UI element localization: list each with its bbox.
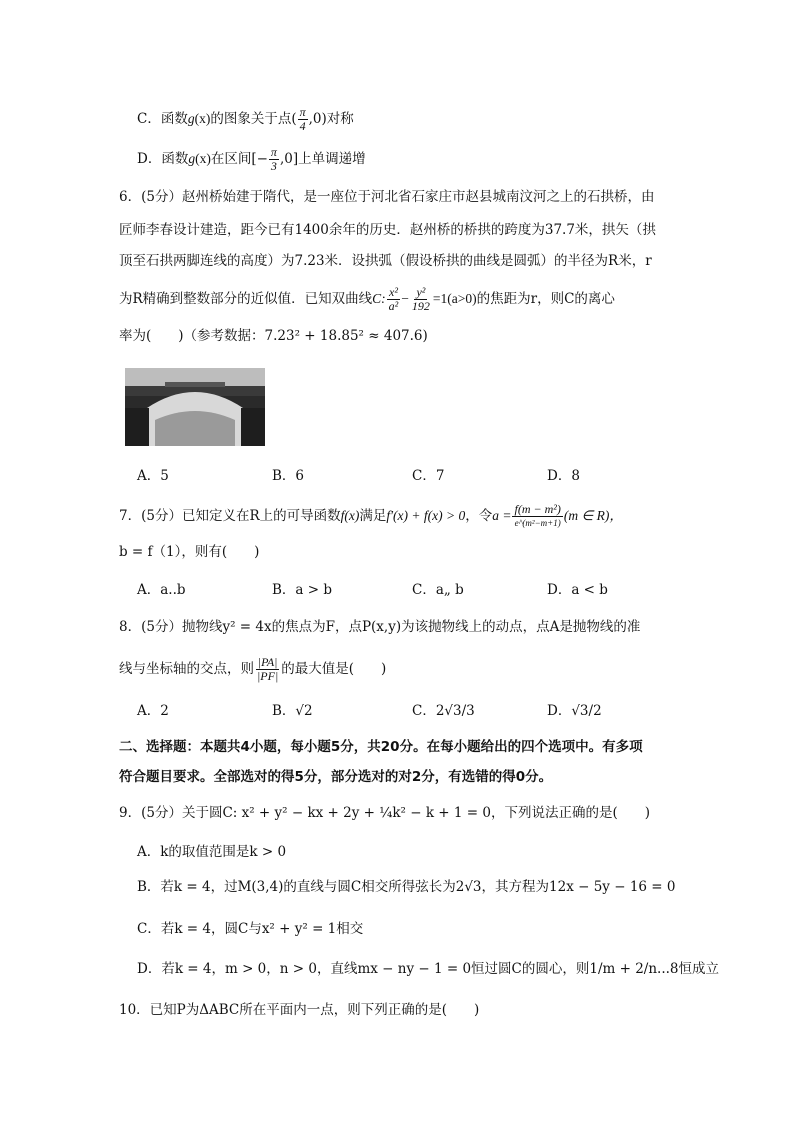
q8-option-c: C．2√3/3 xyxy=(412,703,475,719)
q9-option-a: A．k的取值范围是k > 0 xyxy=(137,844,287,860)
q9-option-b: B．若k = 4，过M(3,4)的直线与圆C相交所得弦长为2√3，其方程为12x − 5y − 16 = 0 xyxy=(137,879,676,895)
q6-option-d: D．8 xyxy=(547,468,580,484)
q6-option-b: B．6 xyxy=(272,468,305,484)
q6-line-4: 为R精确到整数部分的近似值．已知双曲线C: $\frac{\text{x²}}{\text{a²}}$ − $\frac{\text{y²}}{192}$ =1(a>0)的焦距为r，则C的离心 xyxy=(119,285,615,313)
q9-option-d: D．若k = 4，m > 0，n > 0，直线mx − ny − 1 = 0恒过圆C的圆心，则1/m + 2/n...8恒成立 xyxy=(137,961,720,977)
q9-option-c: C．若k = 4，圆C与x² + y² = 1相交 xyxy=(137,921,364,937)
q8-option-b: B．√2 xyxy=(272,703,313,719)
q6-option-c: C．7 xyxy=(412,468,445,484)
q6-line-2: 匠师李春设计建造，距今已有1400余年的历史．赵州桥的桥拱的跨度为37.7米，拱矢（拱 xyxy=(119,222,656,238)
q7-line-1: 7．(5分）已知定义在R上的可导函数f(x)满足f′(x) + f(x) > 0，令a = $\frac{\text{f(m − m²)}}{\text{e\textasciicircum{}(m²−m+1)}}$ (m ∈ R)， xyxy=(119,502,623,528)
q7-option-c: C．a„ b xyxy=(412,582,464,598)
section-2-header-line-2: 符合题目要求。全部选对的得5分，部分选对的对2分，有选错的得0分。 xyxy=(119,769,553,785)
q6-line-5: 率为( )（参考数据：7.23² + 18.85² ≈ 407.6) xyxy=(119,328,428,344)
q7-option-d: D．a < b xyxy=(547,582,608,598)
q5-option-c: C．函数g(x)的图象关于点( $\frac{\pi}{4}$ ,0)对称 xyxy=(137,105,354,133)
zhaozhou-bridge-photo xyxy=(125,368,265,446)
q5-option-d: D．函数g(x)在区间[− $\frac{\pi}{3}$ ,0]上单调递增 xyxy=(137,145,366,173)
q6-option-a: A．5 xyxy=(137,468,169,484)
q8-line-1: 8．(5分）抛物线y² = 4x的焦点为F，点P(x,y)为该抛物线上的动点，点A是抛物线的准 xyxy=(119,619,641,635)
bridge-image xyxy=(125,368,265,446)
q8-line-2: 线与坐标轴的交点，则 $\frac{|PA|}{|PF|}$ 的最大值是( ) xyxy=(119,655,387,683)
q6-line-3: 顶至石拱两脚连线的高度）为7.23米．设拱弧（假设桥拱的曲线是圆弧）的半径为R米，r xyxy=(119,253,652,269)
q8-option-d: D．√3/2 xyxy=(547,703,602,719)
q9-stem: 9．(5分）关于圆C: x² + y² − kx + 2y + ¼k² − k + 1 = 0，下列说法正确的是( ) xyxy=(119,805,651,821)
q8-option-a: A．2 xyxy=(137,703,169,719)
q7-option-a: A．a..b xyxy=(137,582,186,598)
q6-line-1: 6．(5分）赵州桥始建于隋代，是一座位于河北省石家庄市赵县城南汶河之上的石拱桥，由 xyxy=(119,189,655,205)
q10-stem: 10．已知P为ΔABC所在平面内一点，则下列正确的是( ) xyxy=(119,1002,480,1018)
q7-line-2: b = f（1），则有( ) xyxy=(119,544,260,560)
section-2-header-line-1: 二、选择题：本题共4小题，每小题5分，共20分。在每小题给出的四个选项中。有多项 xyxy=(119,739,643,755)
q7-option-b: B．a > b xyxy=(272,582,333,598)
